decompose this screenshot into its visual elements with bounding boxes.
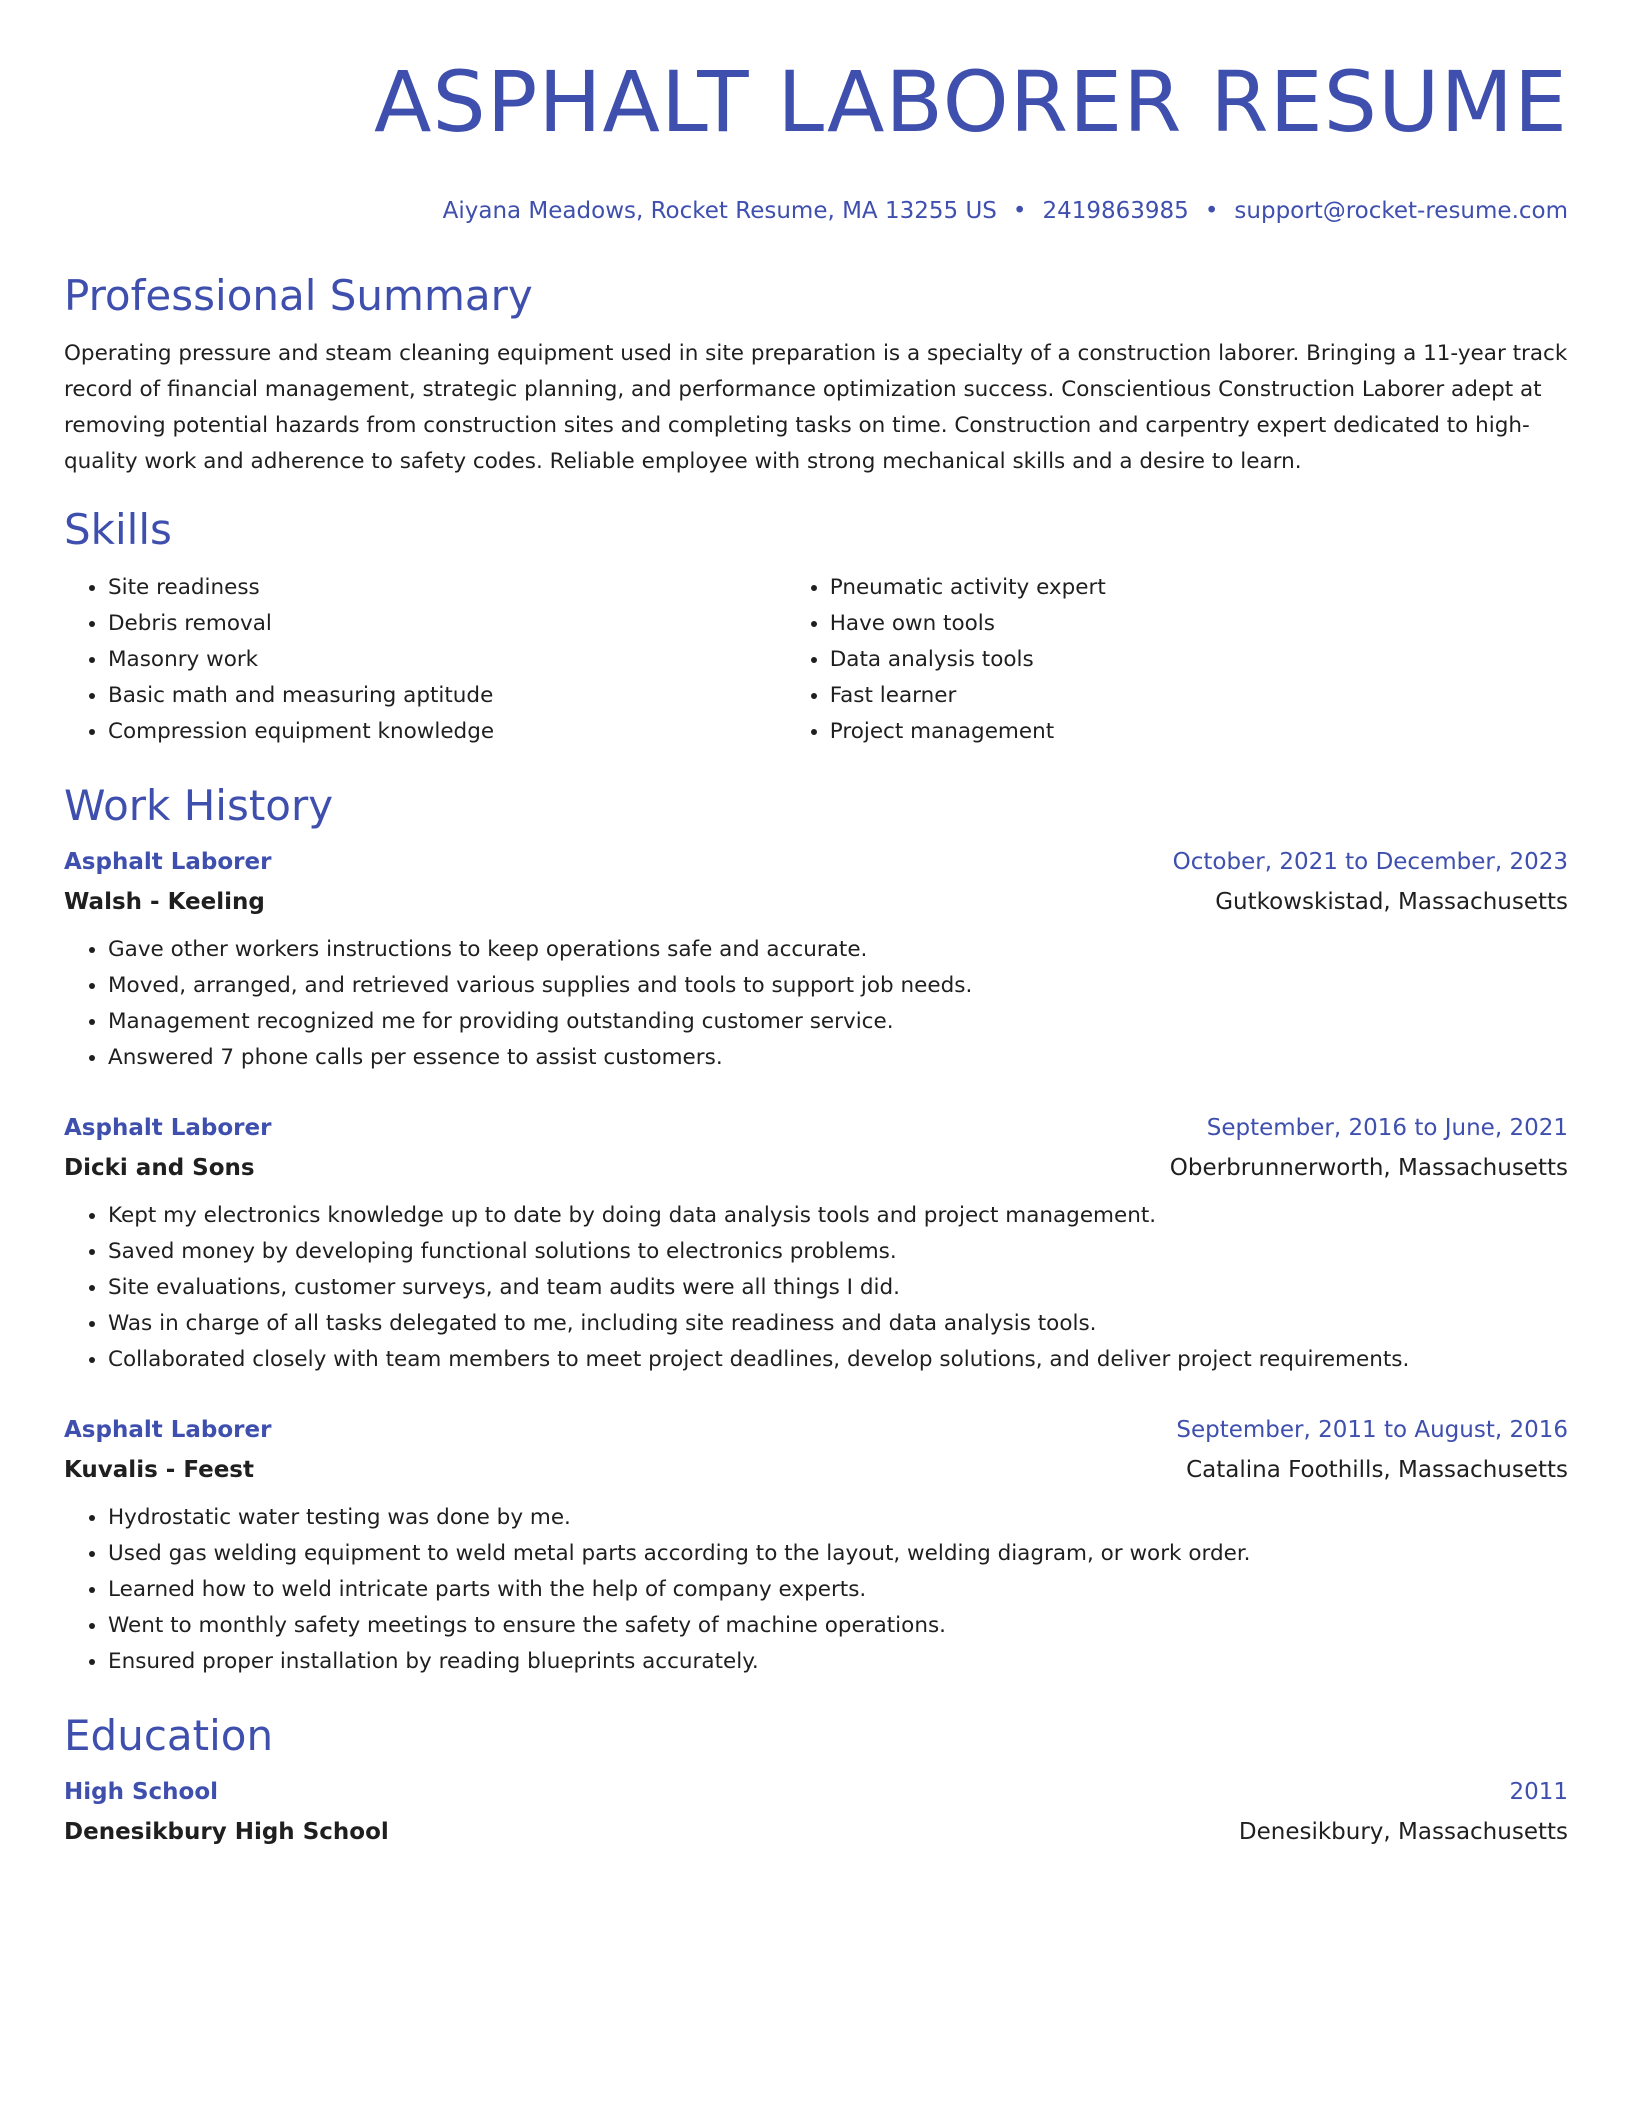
job-dates: September, 2011 to August, 2016 [1176,1417,1568,1443]
job-title: Asphalt Laborer [64,1115,272,1141]
company-name: Walsh - Keeling [64,889,265,915]
company-name: Kuvalis - Feest [64,1457,254,1483]
contact-phone: 2419863985 [1042,198,1189,224]
skill-item: • Project management [830,714,1568,750]
school-name: Denesikbury High School [64,1819,389,1845]
duty-item: • Collaborated closely with team members to meet project deadlines, develop solutions, and deliver project requirements. [108,1342,1568,1378]
skill-item: • Basic math and measuring aptitude [108,678,786,714]
job-header [64,1410,1568,1450]
duty-item: • Management recognized me for providing outstanding customer service. [108,1004,1568,1040]
contact-line [64,196,1568,226]
duty-item: • Saved money by developing functional solutions to electronics problems. [108,1234,1568,1270]
skills-column-left [64,570,786,750]
duty-item: • Answered 7 phone calls per essence to assist customers. [108,1040,1568,1076]
resume-title: ASPHALT LABORER RESUME [373,53,1568,151]
duty-item: • Hydrostatic water testing was done by me. [108,1500,1568,1536]
education-school [64,1812,1568,1852]
duty-item: • Kept my electronics knowledge up to date by doing data analysis tools and project management. [108,1198,1568,1234]
skill-item: • Pneumatic activity expert [830,570,1568,606]
education-entry [64,1772,1568,1852]
job-location: Catalina Foothills, Massachusetts [1186,1457,1568,1483]
skill-item: • Site readiness [108,570,786,606]
job-duties [64,932,1568,1076]
job-entry [64,1108,1568,1378]
duty-item: • Site evaluations, customer surveys, and team audits were all things I did. [108,1270,1568,1306]
job-header [64,1108,1568,1148]
duty-item: • Gave other workers instructions to keep operations safe and accurate. [108,932,1568,968]
education-heading: Education [64,1711,274,1760]
company-name: Dicki and Sons [64,1155,255,1181]
contact-email: support@rocket-resume.com [1234,198,1568,224]
job-dates: September, 2016 to June, 2021 [1206,1115,1568,1141]
job-employer [64,1148,1568,1188]
job-entry [64,1410,1568,1680]
job-employer [64,882,1568,922]
duty-item: • Used gas welding equipment to weld metal parts according to the layout, welding diagram, or work order. [108,1536,1568,1572]
skills-heading: Skills [64,505,172,554]
skill-item: • Debris removal [108,606,786,642]
skill-item: • Fast learner [830,678,1568,714]
skills-list [64,570,1568,750]
job-header [64,842,1568,882]
job-location: Oberbrunnerworth, Massachusetts [1169,1155,1568,1181]
work-history-heading: Work History [64,781,334,830]
contact-address: Aiyana Meadows, Rocket Resume, MA 13255 US [442,198,997,224]
summary-text: Operating pressure and steam cleaning equipment used in site preparation is a specialty of a construction laborer. Bringing a 11-year track record of financial management, strategic planning, and performance optimization success. Conscientious Construction Laborer adept at removing potential hazards from construction sites and completing tasks on time. Construction and carpentry expert dedicated to high-quality work and adherence to safety codes. Reliable employee with strong mechanical skills and a desire to learn. [64,341,1568,474]
duty-item: • Learned how to weld intricate parts with the help of company experts. [108,1572,1568,1608]
skill-item: • Masonry work [108,642,786,678]
duty-item: • Moved, arranged, and retrieved various supplies and tools to support job needs. [108,968,1568,1004]
skills-column-right [786,570,1568,750]
school-location: Denesikbury, Massachusetts [1238,1819,1568,1845]
job-title: Asphalt Laborer [64,849,272,875]
job-entry [64,842,1568,1076]
contact-separator: • [1012,198,1027,224]
skill-item: • Compression equipment knowledge [108,714,786,750]
job-location: Gutkowskistad, Massachusetts [1215,889,1568,915]
summary-heading: Professional Summary [64,271,533,320]
job-title: Asphalt Laborer [64,1417,272,1443]
duty-item: • Was in charge of all tasks delegated to me, including site readiness and data analysis tools. [108,1306,1568,1342]
duty-item: • Went to monthly safety meetings to ensure the safety of machine operations. [108,1608,1568,1644]
job-duties [64,1500,1568,1680]
graduation-year: 2011 [1509,1779,1568,1805]
job-duties [64,1198,1568,1378]
education-header [64,1772,1568,1812]
job-employer [64,1450,1568,1490]
duty-item: • Ensured proper installation by reading blueprints accurately. [108,1644,1568,1680]
contact-separator: • [1204,198,1219,224]
degree: High School [64,1779,219,1805]
job-dates: October, 2021 to December, 2023 [1172,849,1568,875]
skill-item: • Have own tools [830,606,1568,642]
skill-item: • Data analysis tools [830,642,1568,678]
